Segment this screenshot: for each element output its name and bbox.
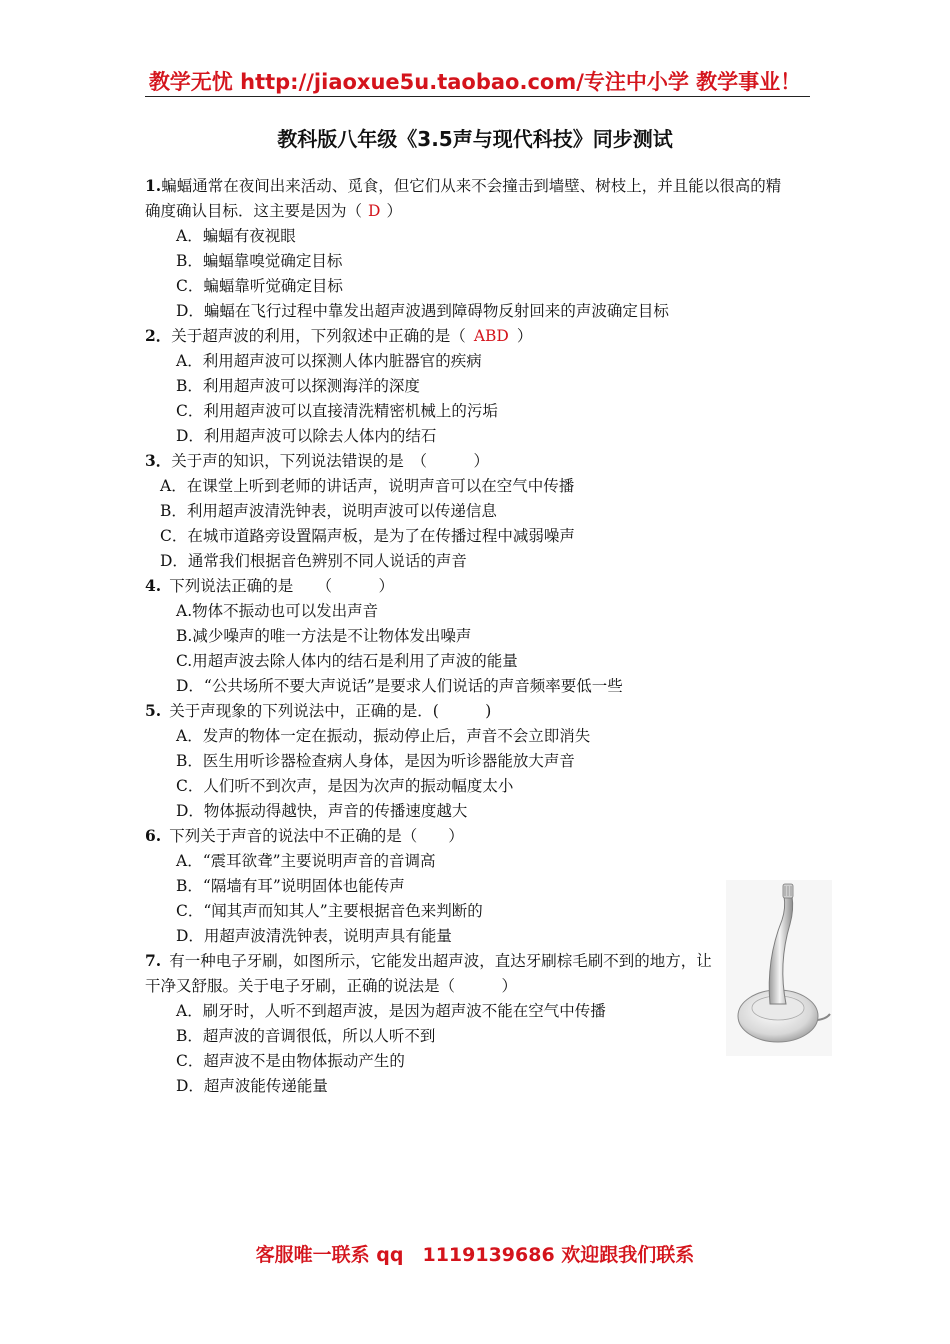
option: A．发声的物体一定在振动，振动停止后，声音不会立即消失 [176, 727, 591, 745]
option: D．物体振动得越快，声音的传播速度越大 [176, 802, 468, 820]
question-text: 下列说法正确的是 （ ） [169, 577, 394, 595]
option: A．蝙蝠有夜视眼 [176, 227, 296, 245]
question-6-line-1 [145, 826, 464, 846]
question-number: 4. [145, 576, 162, 595]
option: C．在城市道路旁设置隔声板，是为了在传播过程中减弱噪声 [160, 527, 575, 545]
option: B.减少噪声的唯一方法是不让物体发出噪声 [176, 627, 472, 645]
question-number: 1. [145, 176, 162, 195]
option: D．蝙蝠在飞行过程中靠发出超声波遇到障碍物反射回来的声波确定目标 [176, 302, 669, 320]
option: D．利用超声波可以除去人体内的结石 [176, 427, 437, 445]
question-1-line-2 [145, 201, 402, 221]
option: B．利用超声波清洗钟表，说明声波可以传递信息 [160, 502, 497, 520]
question-number: 6. [145, 826, 162, 845]
question-text: 确度确认目标．这主要是因为（ [145, 202, 363, 220]
question-text: 关于超声波的利用，下列叙述中正确的是（ [171, 327, 466, 345]
question-number: 3． [145, 451, 172, 470]
question-text: 蝙蝠通常在夜间出来活动、觅食，但它们从来不会撞击到墙壁、树枝上，并且能以很高的精 [161, 177, 782, 195]
option: B．蝙蝠靠嗅觉确定目标 [176, 252, 343, 270]
question-text: 有一种电子牙刷，如图所示，它能发出超声波，直达牙刷棕毛刷不到的地方，让 [169, 952, 712, 970]
option: A．“震耳欲聋”主要说明声音的音调高 [176, 852, 436, 870]
question-2-line-1 [145, 326, 532, 346]
electric-toothbrush-figure [726, 880, 832, 1056]
answer: D [368, 202, 381, 220]
question-text: 下列关于声音的说法中不正确的是（ ） [169, 827, 464, 845]
option: A．在课堂上听到老师的讲话声，说明声音可以在空气中传播 [160, 477, 575, 495]
option: C.用超声波去除人体内的结石是利用了声波的能量 [176, 652, 518, 670]
question-number: 2． [145, 326, 172, 345]
question-number: 7. [145, 951, 162, 970]
question-3-line-1 [145, 451, 489, 471]
option: D．超声波能传递能量 [176, 1077, 328, 1095]
option: A．刷牙时，人听不到超声波，是因为超声波不能在空气中传播 [176, 1002, 606, 1020]
option: B．医生用听诊器检查病人身体，是因为听诊器能放大声音 [176, 752, 575, 770]
option: C．人们听不到次声，是因为次声的振动幅度太小 [176, 777, 514, 795]
footer-contact: 客服唯一联系 qq 1119139686 欢迎跟我们联系 [255, 1244, 695, 1266]
option: B．超声波的音调很低，所以人听不到 [176, 1027, 436, 1045]
question-text: 关于声现象的下列说法中，正确的是．( ) [169, 702, 492, 720]
option: C．超声波不是由物体振动产生的 [176, 1052, 405, 1070]
option: A．利用超声波可以探测人体内脏器官的疾病 [176, 352, 482, 370]
option: B．利用超声波可以探测海洋的深度 [176, 377, 420, 395]
option: C．蝙蝠靠听觉确定目标 [176, 277, 343, 295]
header-rule [145, 96, 810, 97]
answer: ABD [473, 327, 509, 345]
question-5-line-1 [145, 701, 491, 721]
question-close: ） [386, 202, 402, 220]
question-7-line-1 [145, 951, 712, 971]
option: A.物体不振动也可以发出声音 [176, 602, 379, 620]
question-1-line-1 [145, 176, 781, 196]
option: C．利用超声波可以直接清洗精密机械上的污垢 [176, 402, 498, 420]
option: D．用超声波清洗钟表，说明声具有能量 [176, 927, 452, 945]
option: D．通常我们根据音色辨别不同人说话的声音 [160, 552, 467, 570]
question-7-line-2: 干净又舒服。关于电子牙刷，正确的说法是（ ） [145, 977, 518, 995]
question-number: 5. [145, 701, 162, 720]
document-title: 教科版八年级《3.5声与现代科技》同步测试 [277, 127, 673, 151]
option: C．“闻其声而知其人”主要根据音色来判断的 [176, 902, 483, 920]
header-banner: 教学无忧 http://jiaoxue5u.taobao.com/专注中小学 教学事业！ [148, 70, 802, 94]
question-4-line-1 [145, 576, 394, 596]
option: B．“隔墙有耳”说明固体也能传声 [176, 877, 405, 895]
option: D．“公共场所不要大声说话”是要求人们说话的声音频率要低一些 [176, 677, 623, 695]
question-close: ） [516, 327, 533, 345]
question-text: 关于声的知识，下列说法错误的是 （ ） [171, 452, 490, 470]
